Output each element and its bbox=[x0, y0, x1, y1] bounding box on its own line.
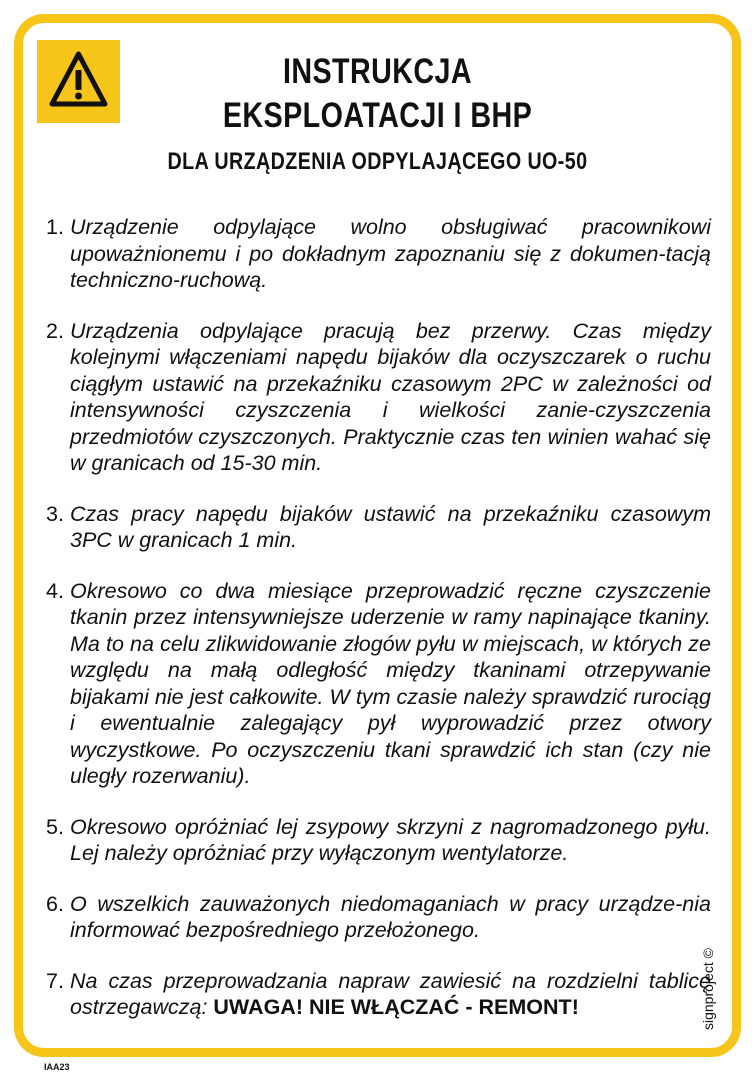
item-text: Czas pracy napędu bijaków ustawić na przekaźniku czasowym 3PC w granicach 1 min. bbox=[70, 501, 711, 552]
instruction-list bbox=[46, 214, 711, 1045]
item-text: Okresowo opróżniać lej zsypowy skrzyni z nagromadzonego pyłu. Lej należy opróżniać przy wyłączonym wentylatorze. bbox=[70, 814, 711, 865]
instruction-item bbox=[46, 501, 711, 554]
title-line-1: INSTRUKCJA bbox=[282, 52, 473, 91]
instruction-item bbox=[46, 318, 711, 477]
warning-text: UWAGA! NIE WŁĄCZAĆ - REMONT! bbox=[213, 995, 579, 1019]
subtitle: DLA URZĄDZENIA ODPYLAJĄCEGO UO-50 bbox=[167, 148, 588, 175]
item-number: 6. bbox=[46, 891, 64, 916]
item-text: Okresowo co dwa miesiące przeprowadzić ręczne czyszczenie tkanin przez intensywniejsze uderzenie w ramy napinające tkaniny. Ma to na celu zlikwidowanie złogów pyłu w miejscach, w których ze względu na małą odległość między tkaninami otrzepywanie bijakami nie jest całkowite. W tym czasie należy sprawdzić rurociąg i ewentualnie zalegający pył wyprowadzić przez otwory wyczystkowe. Po oczyszczeniu tkani sprawdzić ich stan (czy nie uległy rozerwaniu). bbox=[70, 578, 711, 788]
item-number: 3. bbox=[46, 501, 64, 526]
instruction-item bbox=[46, 578, 711, 790]
title-line-2: EKSPLOATACJI I BHP bbox=[222, 96, 533, 135]
instruction-item bbox=[46, 891, 711, 944]
instruction-item bbox=[46, 214, 711, 294]
instruction-item bbox=[46, 968, 711, 1021]
item-text: Urządzenie odpylające wolno obsługiwać pracownikowi upoważnionemu i po dokładnym zapoznaniu się z dokumen-tacją techniczno-ruchową. bbox=[70, 215, 711, 292]
item-number: 2. bbox=[46, 318, 64, 343]
instruction-item bbox=[46, 814, 711, 867]
item-number: 4. bbox=[46, 578, 64, 603]
item-text: O wszelkich zauważonych niedomaganiach w pracy urządze-nia informować bezpośredniego przełożonego. bbox=[70, 891, 711, 942]
item-number: 5. bbox=[46, 814, 64, 839]
item-number: 1. bbox=[46, 215, 64, 239]
item-number: 7. bbox=[46, 968, 64, 993]
copyright-label: signproject © bbox=[700, 948, 716, 1030]
item-text: Na czas przeprowadzania napraw zawiesić na rozdzielni tablicę ostrzegawczą: bbox=[70, 968, 711, 1019]
product-code: IAA23 bbox=[44, 1062, 70, 1072]
item-text: Urządzenia odpylające pracują bez przerwy. Czas między kolejnymi włączeniami napędu bijaków dla oczyszczarek o ruchu ciągłym ustawić na przekaźniku czasowym 2PC w zależności od intensywności czyszczenia i wielkości zanie-czyszczenia przedmiotów czyszczonych. Praktycznie czas ten winien wahać się w granicach od 15-30 min. bbox=[70, 318, 711, 475]
